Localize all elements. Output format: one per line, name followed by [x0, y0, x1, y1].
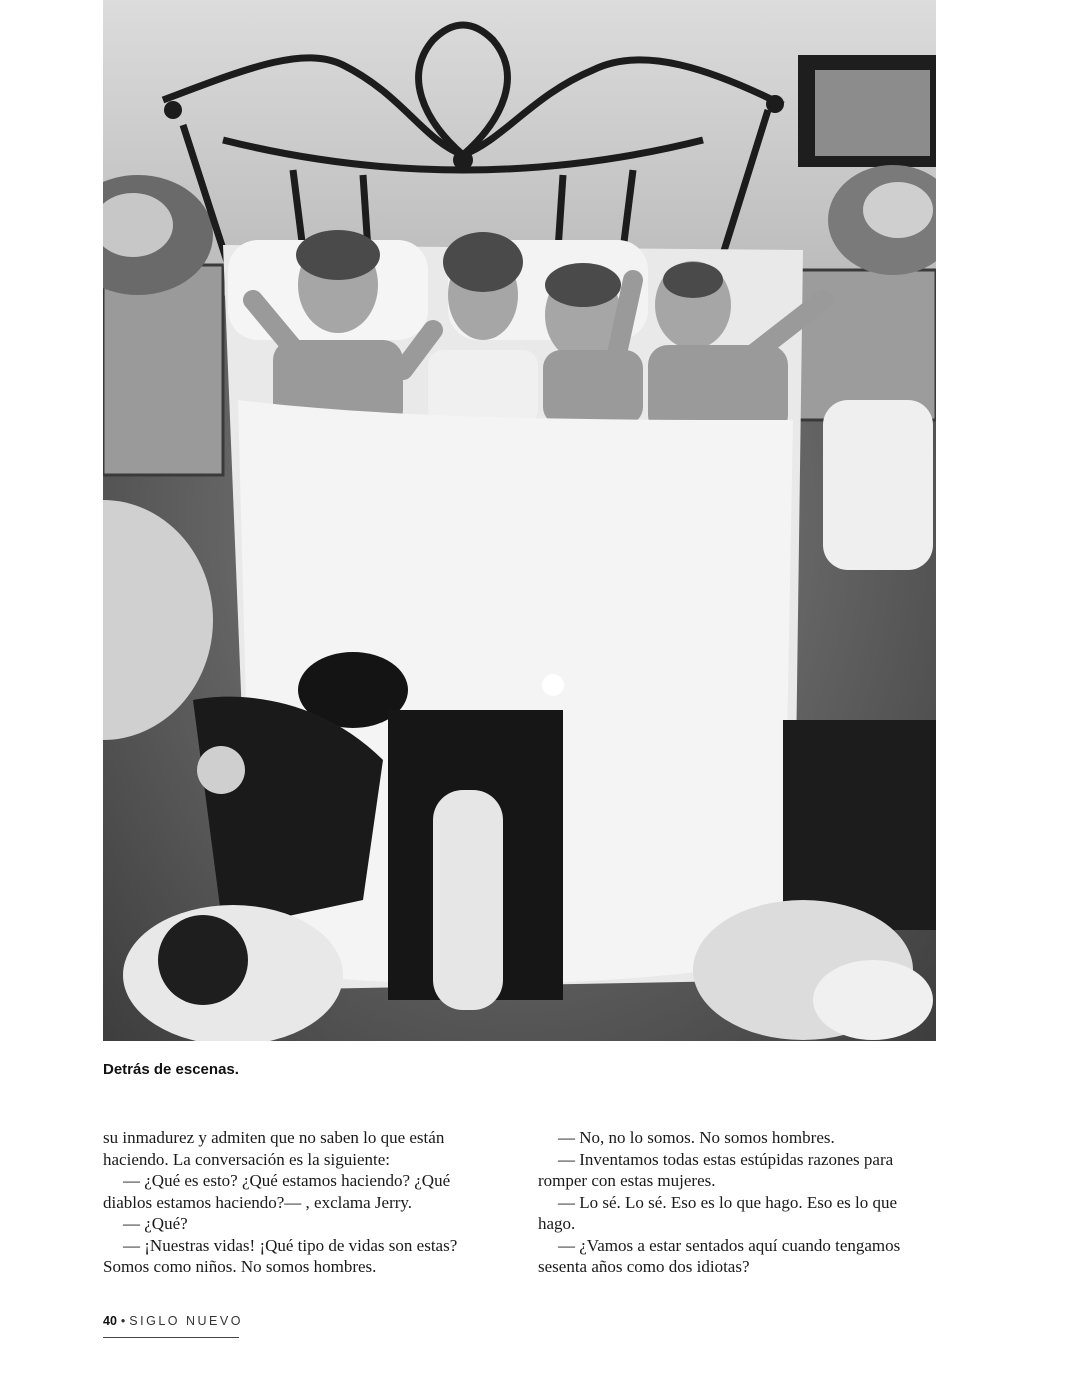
publication-name: SIGLO NUEVO	[129, 1314, 243, 1328]
page-footer	[103, 1314, 243, 1328]
body-column-left	[103, 1127, 495, 1278]
paragraph: — Inventamos todas estas estúpidas razones para romper con estas mujeres.	[538, 1149, 894, 1190]
paragraph: su inmadurez y admiten que no saben lo que están haciendo. La conversación es la siguiente:	[103, 1128, 445, 1169]
photo-caption: Detrás de escenas.	[103, 1061, 239, 1078]
paragraph: — ¿Qué?	[123, 1214, 188, 1233]
page-number: 40	[103, 1314, 117, 1328]
paragraph: — ¿Vamos a estar sentados aquí cuando tengamos sesenta años como dos idiotas?	[538, 1235, 901, 1276]
behind-the-scenes-photo	[103, 0, 936, 1041]
footer-separator: •	[120, 1314, 126, 1328]
body-column-right	[538, 1127, 930, 1278]
paragraph: — No, no lo somos. No somos hombres.	[558, 1128, 835, 1147]
paragraph: — ¡Nuestras vidas! ¡Qué tipo de vidas son estas? Somos como niños. No somos hombres.	[103, 1235, 458, 1276]
paragraph: — Lo sé. Lo sé. Eso es lo que hago. Eso es lo que hago.	[538, 1192, 897, 1233]
photo	[103, 0, 936, 1041]
paragraph: — ¿Qué es esto? ¿Qué estamos haciendo? ¿Qué diablos estamos haciendo?— , exclama Jerry.	[103, 1171, 451, 1212]
footer-rule	[103, 1337, 239, 1338]
